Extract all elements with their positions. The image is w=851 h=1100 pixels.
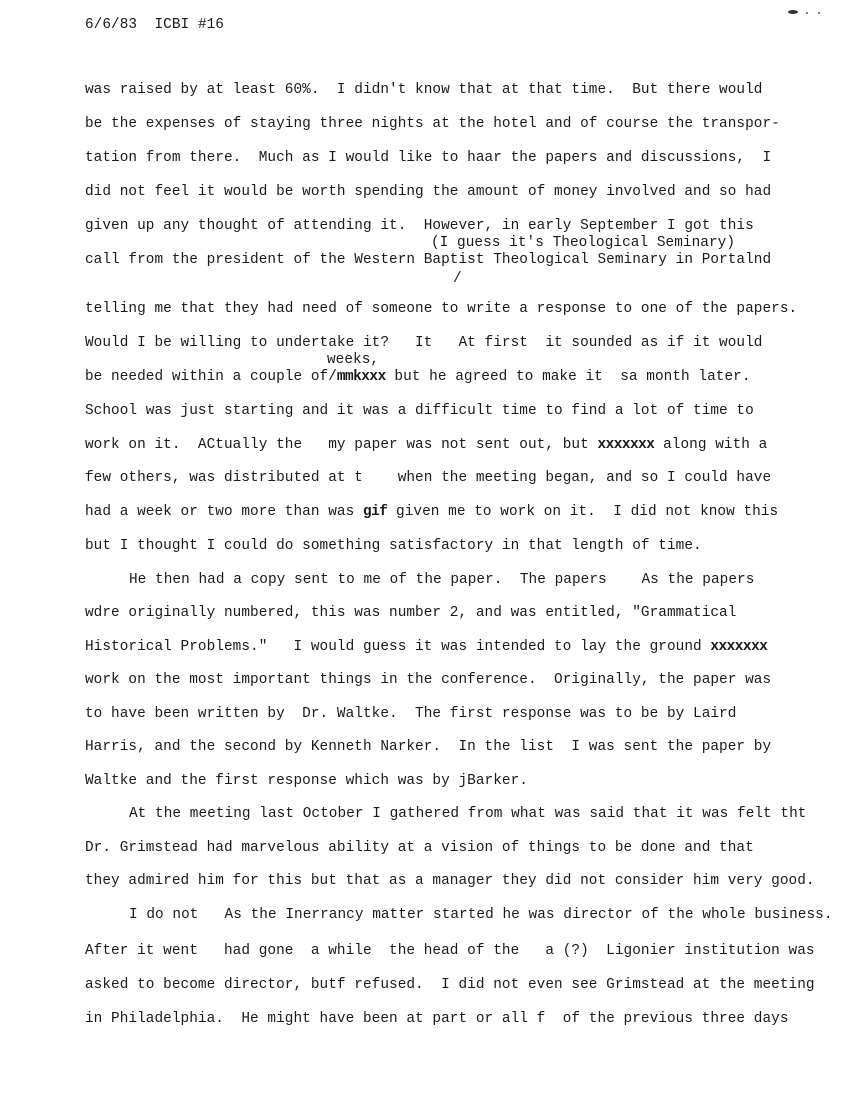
text-line-11 bbox=[85, 436, 767, 454]
text-line-15: He then had a copy sent to me of the paper. The papers As the papers bbox=[129, 572, 755, 588]
ink-smudge-mark bbox=[788, 10, 798, 14]
text-line-25: I do not As the Inerrancy matter started he was director of the whole business. bbox=[129, 907, 833, 923]
text-line-17-start: Historical Problems." I would guess it was intended to lay the ground bbox=[85, 639, 711, 655]
text-line-6: call from the president of the Western Baptist Theological Seminary in Portalnd bbox=[85, 252, 772, 268]
interlinear-insertion-seminary: (I guess it's Theological Seminary) bbox=[431, 235, 736, 251]
text-line-26: After it went had gone a while the head of the a (?) Ligonier institution was bbox=[85, 943, 815, 959]
text-line-17 bbox=[85, 638, 767, 656]
text-line-9-start: be needed within a couple of/ bbox=[85, 369, 337, 385]
header-page-number: #16 bbox=[197, 17, 224, 33]
text-line-1: was raised by at least 60%. I didn't know that at that time. But there would bbox=[85, 82, 763, 98]
struck-out-word: xxxxxxx bbox=[710, 639, 768, 655]
header-doc-id: ICBI bbox=[154, 17, 190, 33]
text-line-2: be the expenses of staying three nights at the hotel and of course the transpor- bbox=[85, 116, 780, 132]
struck-out-word: gif bbox=[362, 504, 388, 520]
header-date: 6/6/83 bbox=[85, 17, 138, 33]
ink-dot bbox=[818, 12, 820, 14]
text-line-14: but I thought I could do something satisfactory in that length of time. bbox=[85, 538, 702, 554]
interlinear-insertion-weeks: weeks, bbox=[327, 352, 380, 368]
text-line-16: wdre originally numbered, this was number 2, and was entitled, "Grammatical bbox=[85, 605, 737, 621]
text-line-24: they admired him for this but that as a manager they did not consider him very good. bbox=[85, 873, 815, 889]
text-line-9-end: but he agreed to make it sa month later. bbox=[385, 369, 751, 385]
text-line-21: Waltke and the first response which was by jBarker. bbox=[85, 773, 528, 789]
text-line-7: telling me that they had need of someone to write a response to one of the papers. bbox=[85, 301, 798, 317]
text-line-11-end: along with a bbox=[654, 437, 768, 453]
text-line-23: Dr. Grimstead had marvelous ability at a vision of things to be done and that bbox=[85, 840, 754, 856]
text-line-20: Harris, and the second by Kenneth Narker. In the list I was sent the paper by bbox=[85, 739, 772, 755]
text-line-13-start: had a week or two more than was bbox=[85, 504, 363, 520]
text-line-11-start: work on it. ACtually the my paper was not sent out, but bbox=[85, 437, 598, 453]
text-line-18: work on the most important things in the conference. Originally, the paper was bbox=[85, 672, 772, 688]
text-line-4: did not feel it would be worth spending the amount of money involved and so had bbox=[85, 184, 772, 200]
text-line-5: given up any thought of attending it. However, in early September I got this bbox=[85, 218, 754, 234]
struck-out-word: mmkxxx bbox=[336, 369, 386, 385]
text-line-22: At the meeting last October I gathered from what was said that it was felt tht bbox=[129, 806, 807, 822]
text-line-27: asked to become director, butf refused. I did not even see Grimstead at the meeting bbox=[85, 977, 815, 993]
text-line-9 bbox=[85, 368, 751, 386]
struck-out-word: xxxxxxx bbox=[597, 437, 655, 453]
text-line-10: School was just starting and it was a difficult time to find a lot of time to bbox=[85, 403, 754, 419]
text-line-13 bbox=[85, 503, 778, 521]
text-line-28: in Philadelphia. He might have been at part or all f of the previous three days bbox=[85, 1011, 789, 1027]
text-line-3: tation from there. Much as I would like to haar the papers and discussions, I bbox=[85, 150, 772, 166]
text-line-13-end: given me to work on it. I did not know this bbox=[387, 504, 779, 520]
text-line-8: Would I be willing to undertake it? It At first it sounded as if it would bbox=[85, 335, 763, 351]
page-header bbox=[85, 16, 224, 34]
text-line-19: to have been written by Dr. Waltke. The first response was to be by Laird bbox=[85, 706, 737, 722]
insertion-caret-mark: / bbox=[453, 271, 462, 287]
text-line-12: few others, was distributed at t when the meeting began, and so I could have bbox=[85, 470, 772, 486]
ink-dot bbox=[806, 12, 808, 14]
